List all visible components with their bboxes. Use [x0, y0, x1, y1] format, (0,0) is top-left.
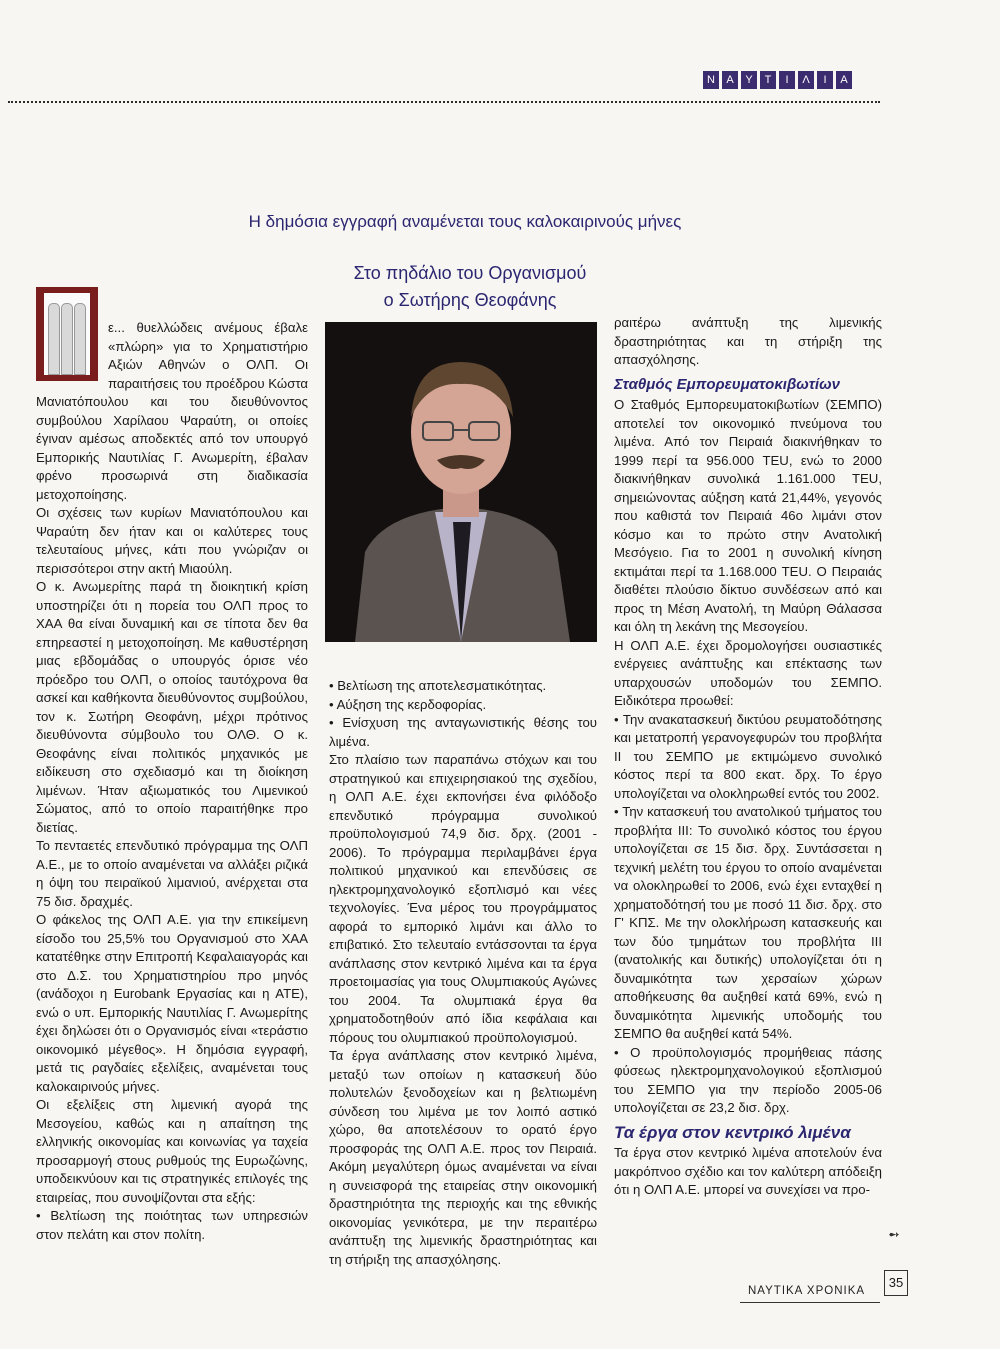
section-letter: Λ — [798, 71, 814, 89]
bullet-item: • Βελτίωση της αποτελεσματικότητας. — [329, 677, 597, 696]
paragraph: ραιτέρω ανάπτυξη της λιμενικής δραστηριότητας και τη στήριξη της απασχόλησης. — [614, 315, 882, 367]
portrait-photo — [325, 322, 597, 642]
section-letter: Α — [836, 71, 852, 89]
title-line-2: ο Σωτήρης Θεοφάνης — [383, 290, 557, 310]
section-letter: Ι — [779, 71, 795, 89]
column-2 — [329, 677, 597, 1269]
paragraph: Ο Σταθμός Εμπορευματοκιβωτίων (ΣΕΜΠΟ) αποτελεί τον οικονομικό πνεύμονα του λιμένα. Από τον Πειραιά διακινήθηκαν το 1999 περί τα 956.000 TEU, ενώ το 2000 διακινήθηκαν συνολικά 1.161.000 TEU, σημειώνοντας αύξηση κατά 21,44%, γεγονός που καθιστά τον Πειραιά 46ο λιμάνι στον κόσμο και το πρώτο στην Ανατολική Μεσόγειο. Για το 2001 η συνολική κίνηση εκτιμάται περί τα 1.168.000 TEU. Ο Πειραιάς διαθέτει πλούσιο δίκτυο συνδέσεων από και προς τη Μέση Ανατολή, τη Μαύρη Θάλασσα και όλη τη λεκάνη της Μεσογείου. — [614, 397, 882, 634]
title-line-1: Στο πηδάλιο του Οργανισμού — [353, 263, 587, 283]
top-divider — [8, 101, 880, 103]
subheadline: Η δημόσια εγγραφή αναμένεται τους καλοκαιρινούς μήνες — [248, 212, 682, 231]
dropcap-m-icon — [36, 287, 98, 381]
continue-arrow-icon: ➻ — [888, 1226, 900, 1242]
bullet-item: • Την κατασκευή του ανατολικού τμήματος του προβλήτα ΙΙΙ: Το συνολικό κόστος του έργου υπολογίζεται σε 15 δισ. δρχ. Συντάσσεται η τεχνική μελέτη του έργου το οποίο αναμένεται να ολοκληρωθεί το 2006, ενώ έχει ενταχθεί η χρηματοδότησή του με ποσό 11 δισ. δρχ. στο Γ' ΚΠΣ. Με την ολοκλήρωση κατασκευής και των δύο τμημάτων του προβλήτα ΙΙΙ (ανατολικής και δυτικής) υπολογίζεται ότι η δυναμικότητα των χερσαίων χώρων αποθήκευσης θα αυξηθεί κατά 69%, ενώ η δυναμικότητα λιμενικής υποδομής του ΣΕΜΠΟ θα αυξηθεί κατά 54%. — [614, 803, 882, 1044]
paragraph: Ο κ. Ανωμερίτης παρά τη διοικητική κρίση υποστηρίζει ότι η πορεία του ΟΛΠ προς το ΧΑΑ θα είναι δυναμική και σε τίποτα δεν θα επηρεαστεί η μετοχοποίηση. Με καθυστέρηση μιας εβδομάδας ο υπουργός όρισε νέο πρόεδρο του ΟΛΠ, ο οποίος ταυτόχρονα θα ασκεί και καθήκοντα διευθύνοντος συμβούλου, τον κ. Σωτήρη Θεοφάνη, μέχρι πρότινος διευθύνοντα σύμβουλο του ΟΛΘ. Ο κ. Θεοφάνης είναι πολιτικός μηχανικός με ειδίκευση στο σχεδιασμό και τη διοίκηση λιμένων. Ήταν αξιωματικός του Λιμενικού Σώματος, από το οποίο παραιτήθηκε προ διετίας. — [36, 579, 308, 835]
heading-central-port: Τα έργα στον κεντρικό λιμένα — [614, 1122, 851, 1142]
section-letter: Τ — [760, 71, 776, 89]
section-tag — [703, 71, 852, 89]
section-letter: Α — [722, 71, 738, 89]
section-letter: Ν — [703, 71, 719, 89]
footer-line — [740, 1302, 880, 1303]
column-3 — [614, 314, 882, 1200]
bullet-item: • Βελτίωση της ποιότητας των υπηρεσιών στον πελάτη και στον πολίτη. — [36, 1207, 308, 1244]
page-number: 35 — [884, 1270, 908, 1296]
footer-magazine-name: ΝΑΥΤΙΚΑ ΧΡΟΝΙΚΑ — [748, 1285, 866, 1297]
paragraph: Η ΟΛΠ Α.Ε. έχει δρομολογήσει ουσιαστικές ενέργειες ανάπτυξης και επέκτασης των υπαρχουσών υποδομών του ΣΕΜΠΟ. Ειδικότερα προωθεί: — [614, 637, 882, 708]
paragraph: Στο πλαίσιο των παραπάνω στόχων και του στρατηγικού και επιχειρησιακού της σχεδίου, η ΟΛΠ Α.Ε. έχει εκπονήσει ένα φιλόδοξο επενδυτικό πρόγραμμα συνολικού προϋπολογισμού 74,9 δισ. δρχ. (2001 - 2006). Το πρόγραμμα περιλαμβάνει έργα πολιτικού μηχανικού και επενδύσεις σε ηλεκτρομηχανολογικό εξοπλισμό και νέες τεχνολογίες. Ένα μέρος του προγράμματος αφορά το εμπορικό λιμάνι και άλλο το επιβατικό. Στο τελευταίο εντάσσονται τα έργα ανάπλασης στον κεντρικό λιμένα και τα έργα προετοιμασίας για τους Ολυμπιακούς Αγώνες του 2004. Τα ολυμπιακά έργα θα χρηματοδοτηθούν από ίδια κεφάλαια και πόρους του ολυμπιακού προϋπολογισμού. — [329, 752, 597, 1045]
heading-sempo: Σταθμός Εμπορευματοκιβωτίων — [614, 375, 840, 393]
column-1 — [36, 287, 308, 1244]
article-title — [320, 260, 620, 314]
section-letter: Ι — [817, 71, 833, 89]
bullet-item: • Ο προϋπολογισμός προμήθειας πάσης φύσεως ηλεκτρομηχανολογικού εξοπλισμού του ΣΕΜΠΟ για την περίοδο 2005-06 υπολογίζεται σε 23,2 δισ. δρχ. — [614, 1044, 882, 1118]
paragraph: Ο φάκελος της ΟΛΠ Α.Ε. για την επικείμενη είσοδο του 25,5% του Οργανισμού στο ΧΑΑ κατατέθηκε στην Επιτροπή Κεφαλαιαγοράς και στο Δ.Σ. του Χρηματιστηρίου προ μηνός (ανάδοχοι η Eurobank Εργασίας και η ΑΤΕ), ενώ ο υπ. Εμπορικής Ναυτιλίας Γ. Ανωμερίτης έχει δηλώσει ότι ο Οργανισμός είναι «τεράστιο οικονομικό μέγεθος». Η δημόσια εγγραφή, μετά τις ραγδαίες εξελίξεις, αναμένεται τους καλοκαιρινούς μήνες. — [36, 912, 308, 1094]
paragraph: Τα έργα ανάπλασης στον κεντρικό λιμένα, μεταξύ των οποίων η κατασκευή δύο πολυτελών ξενοδοχείων και η βελτιωμένη σύνδεση του λιμένα με τον λοιπό αστικό χώρο, θα αποτελέσουν το ορατό έργο προσφοράς της ΟΛΠ Α.Ε. προς τον Πειραιά. Ακόμη μεγαλύτερη όμως αναμένεται να είναι η συνεισφορά της εταιρείας στην οικονομική δραστηριότητα της περιοχής και της εθνικής οικονομίας γενικότερα, με την περαιτέρω ανάπτυξη της λιμενικής δραστηριότητας και τη στήριξη της απασχόλησης. — [329, 1048, 597, 1267]
paragraph: Οι σχέσεις των κυρίων Μανιατόπουλου και Ψαραύτη δεν ήταν και οι καλύτερες τους τελευταίους μήνες, κάτι που γνώριζαν οι περισσότεροι στην ακτή Μιαούλη. — [36, 505, 308, 576]
bullet-item: • Ενίσχυση της ανταγωνιστικής θέσης του λιμένα. — [329, 714, 597, 751]
paragraph: Οι εξελίξεις στη λιμενική αγορά της Μεσογείου, καθώς και η απαίτηση της ελληνικής οικονομίας και κοινωνίας γα ταχεία προσαρμογή στους ρυθμούς της Ευρωζώνης, υποδεικνύουν και τις στρατηγικές επιλογές της εταιρείας, που συνοψίζονται στα εξής: — [36, 1097, 308, 1205]
paragraph: ε... θυελλώδεις ανέμους έβαλε «πλώρη» για το Χρηματιστήριο Αξιών Αθηνών ο ΟΛΠ. Οι παραιτήσεις του προέδρου Κώστα Μανιατόπουλου και του διευθύνοντος συμβούλου Χαρίλαου Ψαραύτη, οι οποίες έγιναν αμέσως αποδεκτές από τον υπουργό Εμπορικής Ναυτιλίας Γ. Ανωμερίτη, έβαλαν φρένο προσωρινά στη διαδικασία μετοχοποίησης. — [36, 320, 308, 502]
paragraph: Τα έργα στον κεντρικό λιμένα αποτελούν ένα μακρόπνοο σχέδιο και τον καλύτερη απόδειξη ότι η ΟΛΠ Α.Ε. μπορεί να συνεχίσει να προ- — [614, 1145, 882, 1197]
bullet-item: • Την ανακατασκευή δικτύου ρευματοδότησης και μετατροπή γερανογεφυρών του προβλήτα ΙΙ του ΣΕΜΠΟ με εκτιμώμενο συνολικό κόστος περί τα 800 εκατ. δρχ. Το έργο υπολογίζεται να ολοκληρωθεί εντός του 2002. — [614, 711, 882, 804]
paragraph: Το πενταετές επενδυτικό πρόγραμμα της ΟΛΠ Α.Ε., με το οποίο αναμένεται να αλλάξει ριζικά η όψη του πειραϊκού λιμανιού, ανέρχεται στα 75 δισ. δραχμές. — [36, 838, 308, 909]
section-letter: Υ — [741, 71, 757, 89]
bullet-item: • Αύξηση της κερδοφορίας. — [329, 696, 597, 715]
